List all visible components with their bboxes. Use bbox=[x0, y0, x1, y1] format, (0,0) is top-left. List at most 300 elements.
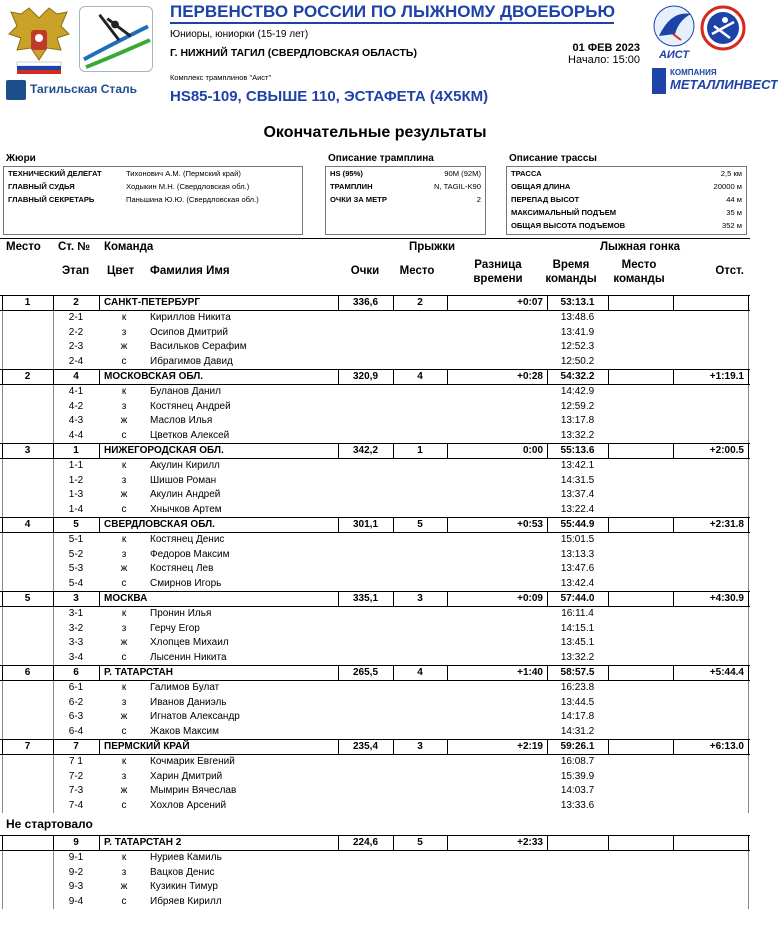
course-param: ОБЩАЯ ВЫСОТА ПОДЪЕМОВ bbox=[511, 221, 626, 230]
jury-row bbox=[4, 193, 302, 206]
athlete-color: к bbox=[121, 852, 127, 863]
athlete-ski-time: 14:31.2 bbox=[560, 725, 595, 737]
column-divider bbox=[748, 710, 749, 725]
athlete-color: з bbox=[121, 326, 127, 338]
column-divider bbox=[2, 474, 3, 489]
column-divider bbox=[2, 429, 3, 444]
team-behind: +2:31.8 bbox=[709, 519, 744, 530]
team-behind: +1:19.1 bbox=[709, 371, 744, 382]
athlete-ski-time: 12:50.2 bbox=[560, 355, 595, 367]
team-behind bbox=[673, 836, 744, 850]
column-divider bbox=[748, 880, 749, 895]
athlete-row bbox=[0, 474, 750, 489]
athlete-name: Хнычков Артем bbox=[150, 503, 222, 515]
athlete-leg: 2-1 bbox=[68, 312, 84, 323]
team-place bbox=[2, 836, 53, 850]
russian-eagle-emblem-icon bbox=[7, 4, 71, 78]
team-behind: +5:44.4 bbox=[709, 667, 744, 678]
team-jump-points: 224,6 bbox=[352, 837, 379, 848]
column-divider bbox=[2, 636, 3, 651]
metallinvest-label-top: КОМПАНИЯ bbox=[670, 68, 717, 77]
column-divider bbox=[748, 866, 749, 881]
team-name: Р. ТАТАРСТАН bbox=[104, 667, 173, 678]
column-divider bbox=[748, 429, 749, 444]
athlete-name: Игнатов Александр bbox=[150, 711, 240, 722]
athlete-color: ж bbox=[120, 415, 128, 426]
athlete-name: Костянец Лев bbox=[150, 563, 214, 574]
column-divider bbox=[748, 562, 749, 577]
team-jump-points: 342,2 bbox=[352, 445, 379, 456]
athlete-leg: 1-4 bbox=[68, 503, 84, 515]
team-ski-time: 55:44.9 bbox=[560, 519, 595, 530]
column-divider bbox=[2, 710, 3, 725]
team-behind: +2:00.5 bbox=[709, 445, 744, 456]
team-jump-place: 4 bbox=[417, 667, 423, 678]
column-divider bbox=[2, 784, 3, 799]
team-place: 5 bbox=[24, 593, 31, 604]
athlete-color: ж bbox=[120, 881, 128, 892]
athlete-row bbox=[0, 548, 750, 563]
athlete-row bbox=[0, 755, 750, 770]
athlete-name: Пронин Илья bbox=[150, 608, 212, 619]
athlete-row bbox=[0, 880, 750, 895]
results-table bbox=[0, 295, 750, 909]
athlete-ski-time: 14:03.7 bbox=[560, 785, 595, 796]
athlete-ski-time: 16:11.4 bbox=[561, 608, 594, 619]
team-name: ПЕРМСКИЙ КРАЙ bbox=[104, 741, 190, 752]
hill-value: 2 bbox=[476, 195, 481, 204]
col-color: Цвет bbox=[107, 265, 135, 277]
team-name: МОСКВА bbox=[104, 593, 148, 604]
column-divider bbox=[2, 799, 3, 814]
page-title: Окончательные результаты bbox=[263, 124, 487, 141]
hill-value: N, TAGIL-K90 bbox=[434, 182, 481, 191]
athlete-leg: 3-4 bbox=[68, 651, 84, 663]
team-place: 6 bbox=[24, 667, 31, 678]
athlete-row bbox=[0, 429, 750, 444]
team-time-diff: +1:40 bbox=[517, 667, 543, 678]
team-jump-place: 4 bbox=[417, 371, 423, 382]
jury-row bbox=[4, 180, 302, 193]
col-points: Очки bbox=[350, 265, 380, 277]
athlete-name: Кузикин Тимур bbox=[150, 881, 218, 892]
course-title: Описание трассы bbox=[509, 153, 597, 164]
hill-title: Описание трамплина bbox=[328, 153, 434, 164]
athlete-row bbox=[0, 340, 750, 355]
athlete-name: Цветков Алексей bbox=[150, 429, 230, 441]
team-name: НИЖЕГОРОДСКАЯ ОБЛ. bbox=[104, 445, 224, 456]
column-divider bbox=[748, 666, 749, 680]
athlete-name: Буланов Данил bbox=[150, 386, 221, 397]
column-divider bbox=[2, 533, 3, 548]
column-divider bbox=[748, 636, 749, 651]
column-divider bbox=[2, 895, 3, 910]
athlete-color: к bbox=[121, 608, 127, 619]
column-divider bbox=[608, 836, 609, 850]
team-row bbox=[0, 443, 750, 459]
col-jump-place: Место bbox=[399, 265, 435, 277]
athlete-name: Галимов Булат bbox=[150, 682, 220, 693]
hill-value: 90M (92M) bbox=[444, 169, 481, 178]
team-row bbox=[0, 739, 750, 755]
athlete-ski-time: 13:37.4 bbox=[560, 489, 595, 500]
column-divider bbox=[748, 651, 749, 666]
column-divider bbox=[748, 326, 749, 341]
athlete-name: Ибряев Кирилл bbox=[150, 895, 222, 907]
team-bib: 1 bbox=[73, 445, 79, 456]
athlete-name: Маслов Илья bbox=[150, 415, 213, 426]
column-divider bbox=[748, 459, 749, 474]
athlete-name: Костянец Денис bbox=[150, 534, 225, 545]
column-divider bbox=[2, 503, 3, 518]
column-divider bbox=[2, 681, 3, 696]
team-ski-time: 58:57.5 bbox=[560, 667, 595, 678]
column-divider bbox=[99, 592, 100, 606]
jury-box bbox=[3, 166, 303, 235]
col-team: Команда bbox=[104, 241, 154, 253]
team-bib: 4 bbox=[73, 371, 79, 382]
column-divider bbox=[99, 444, 100, 458]
skiing-federation-logo-icon bbox=[700, 4, 746, 62]
athlete-leg: 9-1 bbox=[68, 852, 84, 863]
athlete-row bbox=[0, 651, 750, 666]
athlete-color: ж bbox=[120, 637, 128, 648]
athlete-leg: 4-4 bbox=[68, 429, 84, 441]
metallinvest-logo bbox=[652, 66, 778, 96]
course-value: 20000 м bbox=[713, 182, 742, 191]
jury-role: ГЛАВНЫЙ СЕКРЕТАРЬ bbox=[8, 195, 95, 204]
column-divider bbox=[2, 459, 3, 474]
column-divider bbox=[2, 651, 3, 666]
athlete-row bbox=[0, 696, 750, 711]
team-time-diff: +0:09 bbox=[517, 593, 543, 604]
athlete-color: ж bbox=[120, 341, 128, 352]
athlete-ski-time: 16:23.8 bbox=[560, 682, 595, 693]
col-name: Фамилия Имя bbox=[150, 265, 230, 277]
team-ski-time bbox=[547, 836, 608, 850]
team-place: 7 bbox=[24, 741, 31, 752]
hill-row bbox=[326, 193, 485, 206]
column-divider bbox=[2, 880, 3, 895]
ski-jumper-logo-icon bbox=[79, 6, 153, 72]
team-bib: 7 bbox=[73, 741, 79, 752]
column-divider bbox=[99, 370, 100, 384]
athlete-leg: 3-1 bbox=[68, 608, 84, 619]
column-divider bbox=[2, 770, 3, 785]
column-divider bbox=[748, 474, 749, 489]
team-bib: 2 bbox=[73, 297, 79, 308]
team-name: Р. ТАТАРСТАН 2 bbox=[104, 837, 182, 848]
column-divider bbox=[2, 577, 3, 592]
athlete-row bbox=[0, 851, 750, 866]
athlete-row bbox=[0, 799, 750, 814]
athlete-name: Вацков Денис bbox=[150, 866, 215, 878]
team-row bbox=[0, 665, 750, 681]
athlete-name: Кириллов Никита bbox=[150, 312, 231, 323]
team-name: САНКТ-ПЕТЕРБУРГ bbox=[104, 297, 201, 308]
athlete-name: Костянец Андрей bbox=[150, 400, 231, 412]
team-jump-points: 335,1 bbox=[352, 593, 379, 604]
athlete-row bbox=[0, 607, 750, 622]
column-divider bbox=[608, 518, 609, 532]
athlete-row bbox=[0, 866, 750, 881]
team-jump-place: 5 bbox=[417, 519, 423, 530]
column-divider bbox=[748, 518, 749, 532]
column-divider bbox=[748, 770, 749, 785]
athlete-color: ж bbox=[120, 711, 128, 722]
athlete-ski-time: 13:32.2 bbox=[560, 651, 595, 663]
col-diff-line1: Разница bbox=[474, 259, 522, 271]
column-divider bbox=[608, 370, 609, 384]
column-divider bbox=[2, 866, 3, 881]
column-divider bbox=[2, 385, 3, 400]
athlete-ski-time: 13:45.1 bbox=[560, 637, 595, 648]
column-divider bbox=[748, 784, 749, 799]
jury-role: ТЕХНИЧЕСКИЙ ДЕЛЕГАТ bbox=[8, 169, 102, 178]
team-time-diff: +2:19 bbox=[517, 741, 543, 752]
athlete-ski-time: 12:52.3 bbox=[560, 341, 595, 352]
athlete-color: ж bbox=[120, 489, 128, 500]
athlete-row bbox=[0, 577, 750, 592]
athlete-leg: 9-3 bbox=[68, 881, 84, 892]
team-bib: 3 bbox=[73, 593, 79, 604]
athlete-row bbox=[0, 459, 750, 474]
athlete-leg: 2-3 bbox=[68, 341, 84, 352]
column-divider bbox=[2, 355, 3, 370]
title-underline bbox=[170, 22, 614, 24]
course-value: 35 м bbox=[726, 208, 742, 217]
col-time-line1: Время bbox=[552, 259, 590, 271]
course-value: 352 м bbox=[721, 221, 742, 230]
column-divider bbox=[99, 740, 100, 754]
course-value: 44 м bbox=[726, 195, 742, 204]
col-ski-group: Лыжная гонка bbox=[599, 241, 681, 253]
team-jump-place: 3 bbox=[417, 593, 423, 604]
team-ski-time: 57:44.0 bbox=[560, 593, 595, 604]
athlete-color: с bbox=[121, 429, 127, 441]
athlete-leg: 5-1 bbox=[68, 534, 84, 545]
hill-param: HS (95%) bbox=[330, 169, 363, 178]
course-param: ПЕРЕПАД ВЫСОТ bbox=[511, 195, 580, 204]
athlete-leg: 5-2 bbox=[68, 548, 84, 560]
athlete-leg: 6-4 bbox=[68, 725, 84, 737]
team-jump-place: 3 bbox=[417, 741, 423, 752]
column-divider bbox=[748, 400, 749, 415]
athlete-name: Герчу Егор bbox=[150, 622, 200, 634]
athlete-leg: 4-2 bbox=[68, 400, 84, 412]
athlete-ski-time: 15:39.9 bbox=[560, 770, 595, 782]
col-leg: Этап bbox=[62, 265, 90, 277]
col-place: Место bbox=[6, 241, 41, 253]
athlete-ski-time: 13:42.4 bbox=[560, 577, 595, 589]
athlete-leg: 3-2 bbox=[68, 622, 84, 634]
athlete-ski-time: 13:44.5 bbox=[560, 696, 595, 708]
team-place: 3 bbox=[24, 445, 31, 456]
athlete-leg: 2-2 bbox=[68, 326, 84, 338]
athlete-color: к bbox=[121, 312, 127, 323]
column-divider bbox=[748, 725, 749, 740]
team-ski-time: 55:13.6 bbox=[560, 445, 595, 456]
column-divider bbox=[2, 548, 3, 563]
col-time-line2: команды bbox=[545, 273, 597, 285]
col-ski-place-line1: Место bbox=[621, 259, 657, 271]
course-row bbox=[507, 193, 746, 206]
course-row bbox=[507, 180, 746, 193]
column-divider bbox=[2, 562, 3, 577]
athlete-ski-time: 13:13.3 bbox=[560, 548, 595, 560]
athlete-name: Жаков Максим bbox=[150, 725, 219, 737]
athlete-name: Осипов Дмитрий bbox=[150, 326, 228, 338]
athlete-row bbox=[0, 385, 750, 400]
column-divider bbox=[748, 548, 749, 563]
team-jump-points: 265,5 bbox=[352, 667, 379, 678]
athlete-ski-time: 14:31.5 bbox=[560, 474, 595, 486]
course-value: 2,5 км bbox=[720, 169, 742, 178]
athlete-ski-time: 14:17.8 bbox=[560, 711, 595, 722]
column-divider bbox=[2, 488, 3, 503]
athlete-leg: 6-2 bbox=[68, 696, 84, 708]
athlete-leg: 9-4 bbox=[68, 895, 84, 907]
athlete-ski-time: 13:32.2 bbox=[560, 429, 595, 441]
athlete-color: з bbox=[121, 696, 127, 708]
metallinvest-mark-icon bbox=[652, 68, 666, 94]
athlete-name: Нуриев Камиль bbox=[150, 852, 222, 863]
hill-param: ТРАМПЛИН bbox=[330, 182, 373, 191]
athlete-color: к bbox=[121, 756, 127, 767]
athlete-color: з bbox=[121, 548, 127, 560]
hill-row bbox=[326, 180, 485, 193]
team-name: СВЕРДЛОВСКАЯ ОБЛ. bbox=[104, 519, 215, 530]
column-divider bbox=[748, 355, 749, 370]
col-diff-line2: времени bbox=[473, 273, 523, 285]
athlete-ski-time: 13:33.6 bbox=[560, 799, 595, 811]
athlete-ski-time: 15:01.5 bbox=[560, 534, 595, 545]
column-divider bbox=[99, 666, 100, 680]
team-time-diff: 0:00 bbox=[522, 445, 543, 456]
jury-person: Тихонович А.М. (Пермский край) bbox=[126, 169, 241, 178]
team-jump-points: 301,1 bbox=[352, 519, 379, 530]
jury-role: ГЛАВНЫЙ СУДЬЯ bbox=[8, 182, 75, 191]
athlete-row bbox=[0, 311, 750, 326]
athlete-row bbox=[0, 636, 750, 651]
column-divider bbox=[608, 296, 609, 310]
column-divider bbox=[2, 607, 3, 622]
column-divider bbox=[748, 488, 749, 503]
event-location: Г. НИЖНИЙ ТАГИЛ (СВЕРДЛОВСКАЯ ОБЛАСТЬ) bbox=[170, 47, 417, 59]
athlete-row bbox=[0, 784, 750, 799]
column-divider bbox=[2, 326, 3, 341]
column-divider bbox=[748, 755, 749, 770]
team-bib: 6 bbox=[73, 667, 79, 678]
event-date: 01 ФЕВ 2023 bbox=[572, 42, 640, 54]
col-bib: Ст. № bbox=[58, 241, 91, 253]
column-divider bbox=[2, 851, 3, 866]
column-divider bbox=[748, 799, 749, 814]
athlete-ski-time: 14:42.9 bbox=[560, 386, 595, 397]
results-table-header bbox=[0, 238, 750, 294]
athlete-color: з bbox=[121, 400, 127, 412]
athlete-row bbox=[0, 488, 750, 503]
team-time-diff: +2:33 bbox=[517, 837, 543, 848]
athlete-leg: 4-1 bbox=[68, 386, 84, 397]
team-name: МОСКОВСКАЯ ОБЛ. bbox=[104, 371, 204, 382]
metallinvest-label-name: МЕТАЛЛИНВЕСТ bbox=[670, 77, 778, 92]
athlete-leg: 1-3 bbox=[68, 489, 84, 500]
course-row bbox=[507, 219, 746, 232]
jury-person: Паньшина Ю.Ю. (Свердловская обл.) bbox=[126, 195, 259, 204]
athlete-color: с bbox=[121, 577, 127, 589]
column-divider bbox=[2, 755, 3, 770]
start-time: Начало: 15:00 bbox=[568, 54, 640, 66]
column-divider bbox=[748, 340, 749, 355]
athlete-name: Кочмарик Евгений bbox=[150, 756, 235, 767]
athlete-row bbox=[0, 770, 750, 785]
team-ski-time: 54:32.2 bbox=[560, 371, 595, 382]
athlete-name: Шишов Роман bbox=[150, 474, 217, 486]
athlete-color: з bbox=[121, 770, 127, 782]
athlete-row bbox=[0, 681, 750, 696]
venue-name: Комплекс трамплинов "Аист" bbox=[170, 73, 272, 82]
athlete-row bbox=[0, 895, 750, 910]
team-row bbox=[0, 517, 750, 533]
tagil-steel-logo bbox=[6, 80, 156, 100]
column-divider bbox=[2, 696, 3, 711]
athlete-color: з bbox=[121, 866, 127, 878]
team-ski-time: 59:26.1 bbox=[560, 741, 595, 752]
team-jump-points: 235,4 bbox=[352, 741, 379, 752]
col-ski-place-line2: команды bbox=[613, 273, 665, 285]
column-divider bbox=[748, 370, 749, 384]
athlete-color: ж bbox=[120, 563, 128, 574]
athlete-color: с bbox=[121, 503, 127, 515]
athlete-leg: 7-4 bbox=[68, 799, 84, 811]
column-divider bbox=[608, 666, 609, 680]
hill-param: ОЧКИ ЗА МЕТР bbox=[330, 195, 387, 204]
team-jump-place: 1 bbox=[417, 445, 423, 456]
athlete-leg: 2-4 bbox=[68, 355, 84, 367]
did-not-start-title: Не стартовало bbox=[6, 817, 93, 831]
course-param: ОБЩАЯ ДЛИНА bbox=[511, 182, 571, 191]
jury-title: Жюри bbox=[6, 153, 36, 164]
athlete-ski-time: 13:41.9 bbox=[560, 326, 595, 338]
athlete-row bbox=[0, 533, 750, 548]
column-divider bbox=[748, 740, 749, 754]
team-ski-time: 53:13.1 bbox=[560, 297, 595, 308]
athlete-name: Васильков Серафим bbox=[150, 341, 247, 352]
column-divider bbox=[748, 592, 749, 606]
column-divider bbox=[748, 681, 749, 696]
column-divider bbox=[2, 725, 3, 740]
athlete-name: Иванов Даниэль bbox=[150, 696, 227, 708]
athlete-leg: 7-2 bbox=[68, 770, 84, 782]
column-divider bbox=[748, 444, 749, 458]
course-row bbox=[507, 167, 746, 180]
column-divider bbox=[748, 607, 749, 622]
tagil-steel-mark-icon bbox=[6, 80, 26, 100]
column-divider bbox=[2, 311, 3, 326]
athlete-row bbox=[0, 400, 750, 415]
championship-title: ПЕРВЕНСТВО РОССИИ ПО ЛЫЖНОМУ ДВОЕБОРЬЮ bbox=[170, 2, 615, 21]
athlete-ski-time: 13:48.6 bbox=[560, 312, 595, 323]
col-behind: Отст. bbox=[715, 265, 744, 277]
athlete-leg: 7-3 bbox=[68, 785, 84, 796]
athlete-color: з bbox=[121, 474, 127, 486]
column-divider bbox=[748, 895, 749, 910]
athlete-color: ж bbox=[120, 785, 128, 796]
column-divider bbox=[748, 622, 749, 637]
athlete-ski-time: 13:42.1 bbox=[560, 460, 595, 471]
column-divider bbox=[2, 400, 3, 415]
